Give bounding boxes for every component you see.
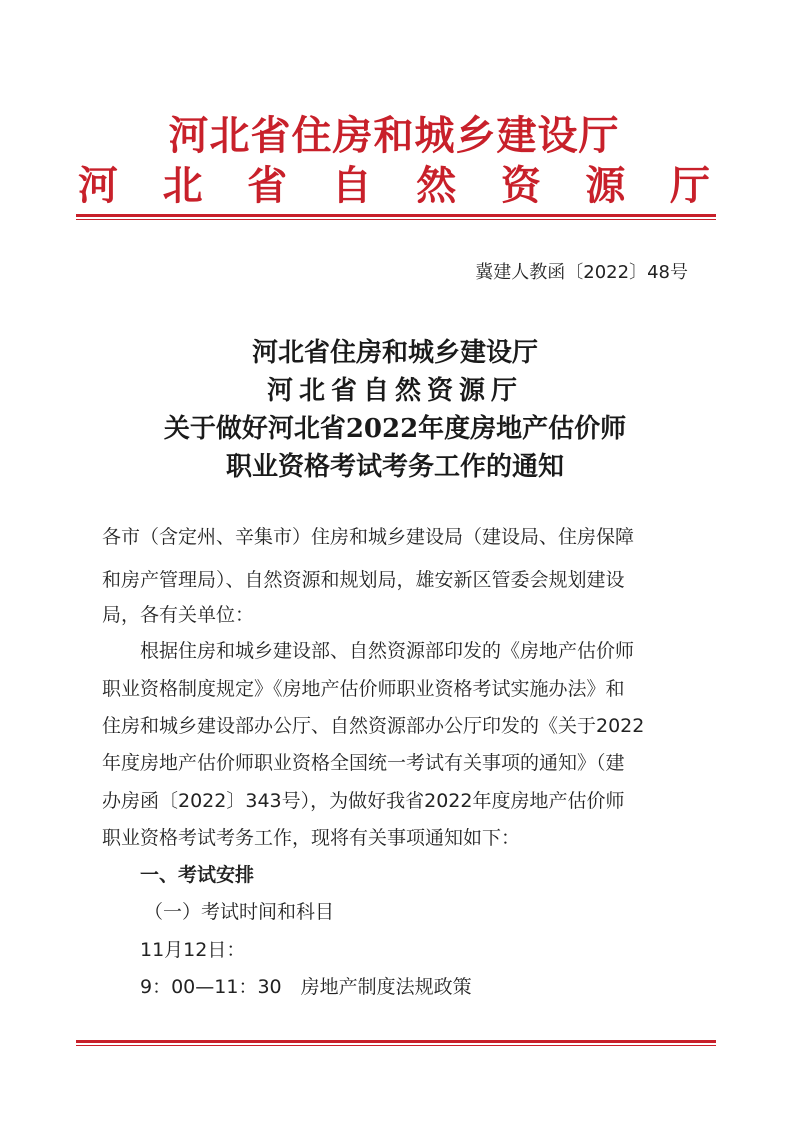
exam-schedule-item: 9：00—11：30 房地产制度法规政策 (140, 976, 472, 998)
paragraph-line: 职业资格考试考务工作，现将有关事项通知如下： (102, 827, 521, 849)
issuer-header-housing: 河北省住房和城乡建设厅 (168, 113, 620, 159)
header-char: 厅 (669, 163, 710, 209)
paragraph-line: 职业资格制度规定》《房地产估价师职业资格考试实施办法》和 (102, 678, 625, 700)
document-number: 冀建人教函〔2022〕48号 (475, 262, 688, 283)
header-char: 河 (78, 163, 118, 209)
header-divider-thick (76, 214, 716, 217)
footer-divider-thin (76, 1045, 716, 1046)
title-line-2: 河北省自然资源厅 (266, 376, 523, 406)
title-line-3: 关于做好河北省2022年度房地产估价师 (163, 414, 627, 444)
footer-divider-thick (76, 1040, 716, 1043)
issuer-header-natural-resources (60, 162, 728, 210)
header-char: 北 (162, 163, 203, 209)
paragraph-line: 办房函〔2022〕343号），为做好我省2022年度房地产估价师 (102, 790, 625, 812)
header-char: 资 (500, 163, 541, 209)
title-line-1: 河北省住房和城乡建设厅 (251, 338, 538, 368)
header-char: 然 (416, 163, 457, 209)
paragraph-line: 住房和城乡建设部办公厅、自然资源部办公厅印发的《关于2022 (102, 715, 645, 737)
paragraph-line: 根据住房和城乡建设部、自然资源部印发的《房地产估价师 (140, 640, 635, 662)
recipients-line: 局，各有关单位： (102, 604, 255, 626)
header-char: 自 (331, 163, 372, 209)
recipients-line: 各市（含定州、辛集市）住房和城乡建设局（建设局、住房保障 (102, 526, 635, 548)
subsection-heading: （一）考试时间和科目 (144, 901, 335, 923)
header-char: 源 (585, 163, 626, 209)
header-divider-thin (76, 219, 716, 220)
header-char: 省 (247, 163, 288, 209)
paragraph-line: 年度房地产估价师职业资格全国统一考试有关事项的通知》（建 (102, 752, 625, 774)
recipients-line: 和房产管理局）、自然资源和规划局，雄安新区管委会规划建设 (102, 569, 625, 591)
title-line-4: 职业资格考试考务工作的通知 (225, 452, 564, 482)
section-heading: 一、考试安排 (140, 864, 255, 886)
exam-date: 11月12日： (140, 939, 246, 961)
